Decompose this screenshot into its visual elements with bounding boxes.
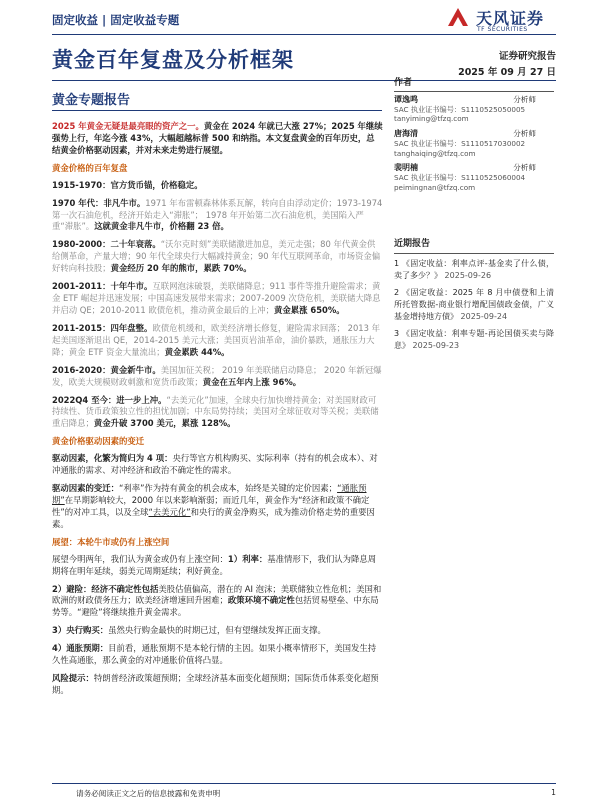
drivers-paragraph-2: 驱动因素的变迁：“利率”作为持有黄金的机会成本，始终是关键的定价因素；“通胀预期”在早期影响较大，2000 年以来影响渐弱；而近几年，黄金作为“经济和政策不确定性”的对冲工具，以及全球“去美元化”和央行的黄金净购买，成为推动价格走势的重要因素。 bbox=[52, 483, 375, 529]
author-role: 分析师 bbox=[513, 128, 536, 138]
author-entry bbox=[394, 163, 554, 192]
report-type: 证券研究报告 bbox=[498, 51, 556, 62]
recent-reports-panel bbox=[394, 238, 554, 357]
report-date: 2025 年 09 月 27 日 bbox=[458, 67, 556, 78]
logo-text-cn: 天风证券 bbox=[476, 9, 545, 28]
history-paragraph-1: 1915-1970：官方货币锚，价格稳定。 bbox=[52, 179, 203, 190]
section-heading-outlook: 展望：本轮牛市或仍有上涨空间 bbox=[52, 536, 170, 547]
drivers-paragraph-1: 驱动因素，化繁为简归为 4 项：央行等官方机构购买、实际利率（持有的机会成本）、对冲通胀的需求、对冲经济和政治不确定性的需求。 bbox=[52, 453, 378, 476]
author-license: SAC 执业证书编号：S1110525050005 bbox=[394, 105, 526, 115]
report-subtitle: 黄金专题报告 bbox=[52, 93, 131, 108]
breadcrumb: 固定收益 | 固定收益专题 bbox=[52, 13, 180, 27]
author-role: 分析师 bbox=[513, 94, 536, 104]
author-name: 裴明楠 bbox=[394, 162, 418, 172]
logo-text-en: TF SECURITIES bbox=[477, 26, 528, 33]
lead-text: 黄金在 2024 年就已大涨 27%；2025 年继续强势上行，年迄今涨 43%，大幅超越标普 500 和纳指。本文复盘黄金的百年历史，总结黄金价格驱动因素，并对未来走势进行展望。 bbox=[52, 121, 383, 155]
footer-disclaimer: 请务必阅读正文之后的信息披露和免责申明 bbox=[76, 789, 221, 798]
recent-report-item[interactable]: 3 《固定收益：利率专题-再论国债买卖与降息》 2025-09-23 bbox=[394, 328, 554, 350]
outlook-paragraph-3: 3）央行购买：虽然央行购金最快的时期已过，但有望继续发挥正面支撑。 bbox=[52, 625, 326, 636]
section-heading-drivers: 黄金价格驱动因素的变迁 bbox=[52, 436, 145, 447]
recent-report-item[interactable]: 1 《固定收益：利率点评-基金卖了什么债，卖了多少？》 2025-09-26 bbox=[394, 258, 554, 280]
author-email[interactable]: tanghaiqing@tfzq.com bbox=[394, 148, 476, 158]
history-paragraph-6: 2016-2020：黄金新牛市。美国加征关税； 2019 年美联储启动降息； 2020 年新冠爆发，欧美大规模财政刺激和宽货币政策；黄金在五年内上涨 96%。 bbox=[52, 364, 382, 387]
subtitle-divider bbox=[52, 110, 382, 111]
tf-logo-icon bbox=[446, 6, 470, 28]
main-content bbox=[52, 121, 383, 703]
outlook-paragraph-1: 展望今明两年，我们认为黄金或仍有上涨空间：1）利率：基准情形下，我们认为降息周期将在明年延续，弱美元周期延续；利好黄金。 bbox=[52, 553, 377, 576]
author-name: 谭逸鸣 bbox=[394, 94, 418, 104]
author-license: SAC 执业证书编号：S1110525060004 bbox=[394, 173, 526, 183]
lead-paragraph bbox=[52, 121, 383, 157]
header-divider bbox=[52, 34, 556, 35]
authors-heading: 作者 bbox=[394, 78, 554, 92]
author-role: 分析师 bbox=[513, 162, 536, 172]
author-name: 唐海清 bbox=[394, 128, 418, 138]
footer-divider bbox=[52, 783, 556, 784]
page-title: 黄金百年复盘及分析框架 bbox=[52, 48, 294, 72]
lead-highlight: 2025 年黄金无疑是最亮眼的资产之一。 bbox=[52, 121, 204, 131]
risk-warning: 风险提示：特朗普经济政策超预期；全球经济基本面变化超预期；国际货币体系变化超预期。 bbox=[52, 673, 379, 695]
recent-report-item[interactable]: 2 《固定收益：2025 年 8 月中债登和上清所托管数据-商业银行增配国债政金债，广义基金增持地方债》 2025-09-24 bbox=[394, 287, 554, 321]
history-paragraph-7: 2022Q4 至今：进一步上冲。“去美元化”加速，全球央行加快增持黄金；对美国财政可持续性、货币政策独立性的担忧加剧；中东局势持续；美国对全球征收对等关税；美联储重启降息；黄金升破 3700 美元，累涨 128%。 bbox=[52, 394, 379, 429]
outlook-paragraph-2: 2）避险：经济不确定性包括美股估值偏高，潜在的 AI 泡沫；美联储独立性危机；美国和欧洲的财政债务压力；欧美经济增速回升困难；政策环境不确定性包括贸易壁垒、中东局势等。“避险”将继续推升黄金需求。 bbox=[52, 583, 382, 618]
author-email[interactable]: tanyiming@tfzq.com bbox=[394, 114, 469, 124]
recent-reports-heading: 近期报告 bbox=[394, 238, 554, 254]
outlook-paragraph-4: 4）通胀预期：目前看，通胀预期不是本轮行情的主因。如果小概率情形下，美国发生持久性高通胀，那么黄金的对冲通胀价值将凸显。 bbox=[52, 643, 377, 666]
author-license: SAC 执业证书编号：S1110517030002 bbox=[394, 139, 526, 149]
authors-panel bbox=[394, 78, 554, 197]
history-paragraph-4: 2001-2011：十年牛市。互联网泡沫破裂，美联储降息；911 事件等推升避险需求；黄金 ETF 崛起并迅速发展；中国高速发展带来需求；2007-2009 次贷危机，美联储大降息并启动 QE；2010-2011 欧债危机，推动黄金最后的上冲；黄金累涨 650%。 bbox=[52, 281, 381, 315]
history-paragraph-3: 1980-2000：二十年衰落。“沃尔克时刻”美联储激进加息，美元走强；80 年代黄金供给侧革命，产量大增；90 年代全球央行大幅减持黄金；90 年代互联网革命，市场资金偏好转向科技股；黄金经历 20 年的熊市，累跌 70%。 bbox=[52, 239, 381, 274]
section-heading-history: 黄金价格的百年复盘 bbox=[52, 162, 128, 173]
logo bbox=[446, 4, 556, 38]
history-paragraph-2: 1970 年代：非凡牛市。1971 年布雷顿森林体系瓦解，转向自由浮动定价；1973-1974 第一次石油危机，经济开始走入“滞胀”； 1978 年开始第二次石油危机，美国陷入严重“滞胀”。这就黄金非凡牛市，价格翻 23 倍。 bbox=[52, 197, 383, 232]
history-paragraph-5: 2011-2015：四年盘整。欧债危机缓和，欧美经济增长修复，避险需求回落； 2013 年起美国逐渐退出 QE，2014-2015 美元大涨；美国页岩油革命，油价暴跌，通胀压力大降；黄金 ETF 资金大量流出；黄金累跌 44%。 bbox=[52, 322, 380, 357]
author-entry bbox=[394, 95, 554, 124]
author-email[interactable]: peimingnan@tfzq.com bbox=[394, 182, 476, 192]
page-number: 1 bbox=[551, 788, 556, 797]
author-entry bbox=[394, 129, 554, 158]
